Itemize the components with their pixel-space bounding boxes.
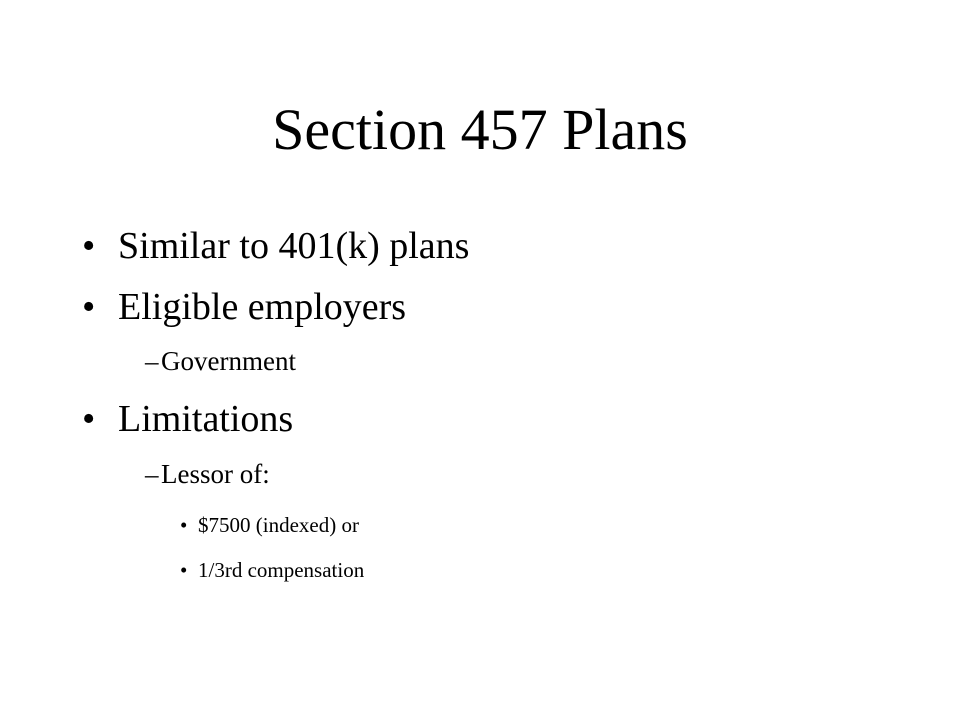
dash-marker: – — [145, 459, 159, 489]
bullet-marker: • — [82, 286, 96, 328]
bullet-marker: • — [82, 398, 96, 440]
bullet-marker: • — [82, 225, 96, 267]
sub-bullet-text: Government — [161, 346, 296, 376]
sub-sub-bullet-text: $7500 (indexed) or — [198, 513, 359, 537]
bullet-text: Eligible employers — [118, 286, 407, 328]
slide-title: Section 457 Plans — [272, 97, 688, 162]
sub-bullet-text: Lessor of: — [161, 459, 270, 489]
sub-sub-bullet-text: 1/3rd compensation — [198, 558, 365, 582]
bullet-text: Limitations — [118, 398, 294, 440]
bullet-marker: • — [180, 558, 188, 582]
bullet-text: Similar to 401(k) plans — [118, 225, 470, 267]
dash-marker: – — [145, 346, 159, 376]
bullet-marker: • — [180, 513, 188, 537]
